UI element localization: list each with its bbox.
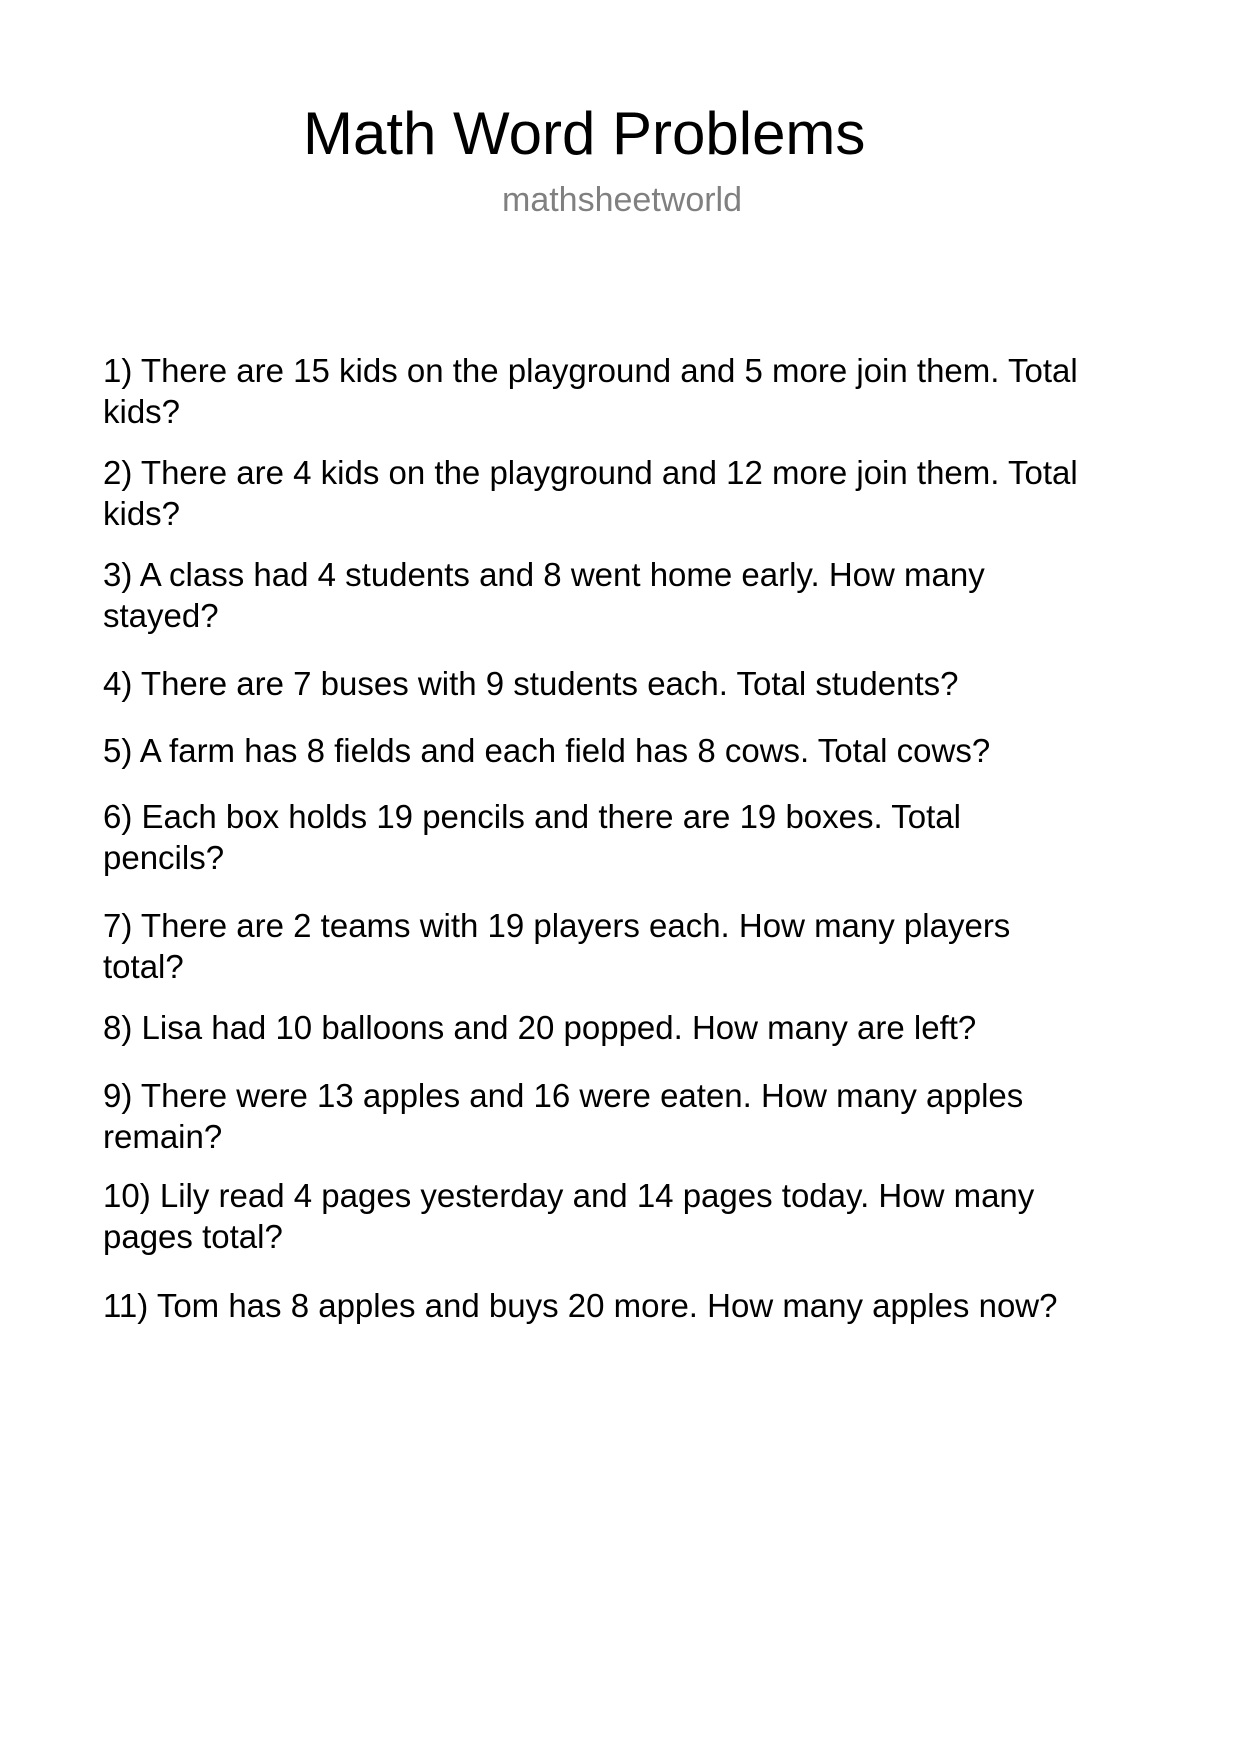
problem-item — [103, 1285, 1058, 1326]
problem-line: 1) There are 15 kids on the playground and 5 more join them. Total — [103, 352, 1078, 389]
problem-line: 4) There are 7 buses with 9 students each. Total students? — [103, 665, 959, 702]
page-subtitle: mathsheetworld — [502, 181, 743, 219]
problem-item — [103, 905, 1010, 987]
problem-line: 11) Tom has 8 apples and buys 20 more. How many apples now? — [103, 1287, 1058, 1324]
problem-line: 2) There are 4 kids on the playground and 12 more join them. Total — [103, 454, 1078, 491]
problem-item — [103, 663, 958, 704]
problem-line: 7) There are 2 teams with 19 players each. How many players — [103, 907, 1011, 944]
problem-item — [103, 554, 985, 636]
problem-item — [103, 1175, 1034, 1257]
problem-line: 8) Lisa had 10 balloons and 20 popped. How many are left? — [103, 1009, 977, 1046]
problem-line: pages total? — [103, 1218, 283, 1255]
problem-item — [103, 1007, 976, 1048]
problem-line: 9) There were 13 apples and 16 were eaten. How many apples — [103, 1077, 1024, 1114]
problem-line: 10) Lily read 4 pages yesterday and 14 pages today. How many — [103, 1177, 1035, 1214]
problem-line: 5) A farm has 8 fields and each field has 8 cows. Total cows? — [103, 732, 991, 769]
problem-item — [103, 1075, 1023, 1157]
problem-line: pencils? — [103, 839, 225, 876]
problem-line: total? — [103, 948, 184, 985]
problem-item — [103, 350, 1078, 432]
problem-line: kids? — [103, 495, 181, 532]
problem-line: 6) Each box holds 19 pencils and there are 19 boxes. Total — [103, 798, 961, 835]
problem-line: remain? — [103, 1118, 223, 1155]
problem-line: 3) A class had 4 students and 8 went home early. How many — [103, 556, 985, 593]
problem-item — [103, 796, 961, 878]
problem-line: stayed? — [103, 597, 219, 634]
problem-line: kids? — [103, 393, 181, 430]
problem-item — [103, 730, 990, 771]
problem-item — [103, 452, 1078, 534]
page-title: Math Word Problems — [303, 100, 866, 167]
